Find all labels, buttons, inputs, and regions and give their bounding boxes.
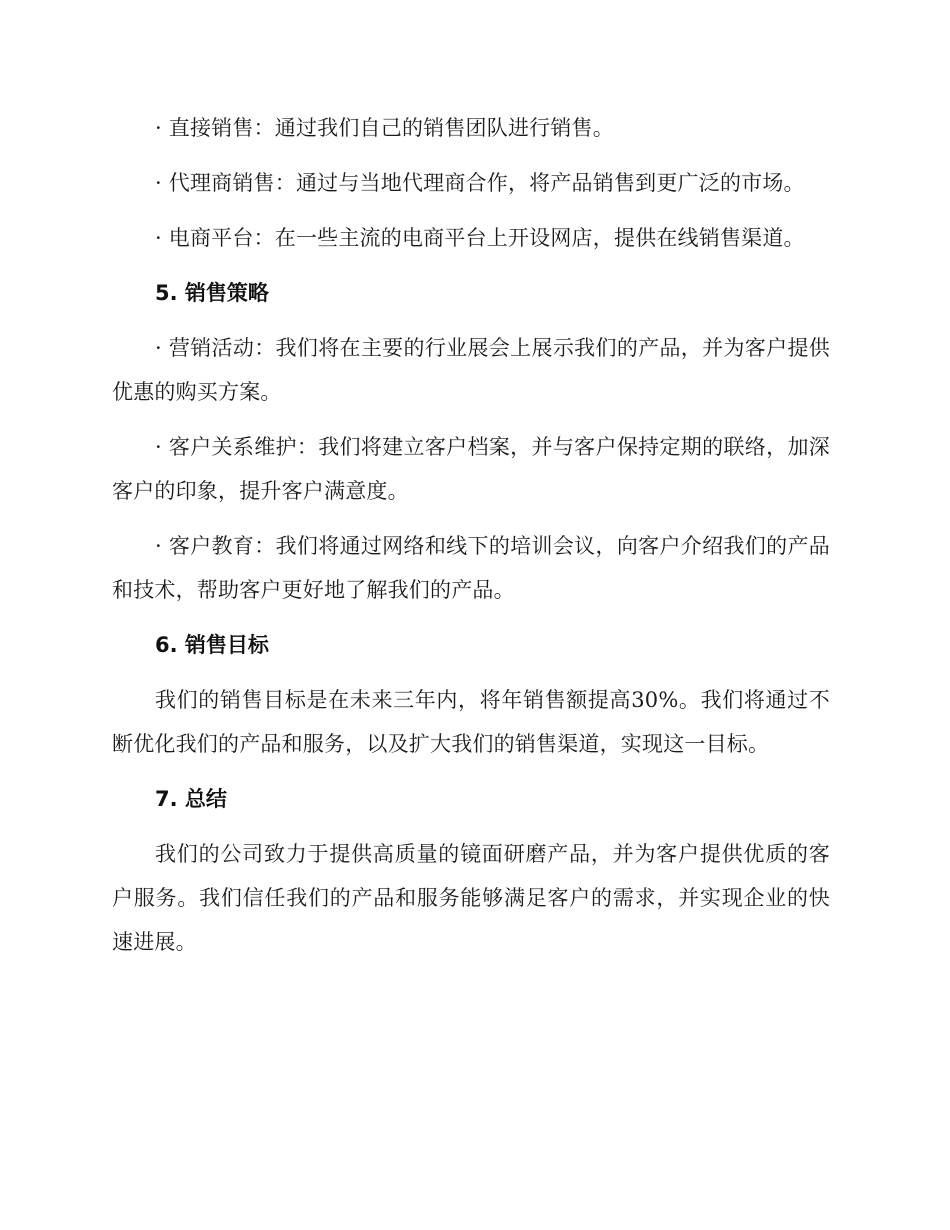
- section-heading-summary: 7. 总结: [155, 787, 227, 811]
- sales-target-body: 我们的销售目标是在未来三年内，将年销售额提高30%。我们将通过不断优化我们的产品和服务，以及扩大我们的销售渠道，实现这一目标。: [112, 688, 830, 756]
- channel-agent-sales: · 代理商销售：通过与当地代理商合作，将产品销售到更广泛的市场。: [155, 171, 805, 195]
- document-page: [112, 106, 830, 964]
- strategy-customer-education: · 客户教育：我们将通过网络和线下的培训会议，向客户介绍我们的产品和技术，帮助客户更好地了解我们的产品。: [112, 534, 830, 602]
- summary-body: 我们的公司致力于提供高质量的镜面研磨产品，并为客户提供优质的客户服务。我们信任我们的产品和服务能够满足客户的需求，并实现企业的快速进展。: [112, 842, 830, 954]
- channel-direct-sales: · 直接销售：通过我们自己的销售团队进行销售。: [155, 116, 614, 140]
- section-heading-sales-strategy: 5. 销售策略: [155, 281, 269, 305]
- channel-ecommerce: · 电商平台：在一些主流的电商平台上开设网店，提供在线销售渠道。: [155, 226, 805, 250]
- strategy-customer-relations: · 客户关系维护：我们将建立客户档案，并与客户保持定期的联络，加深客户的印象，提升客户满意度。: [112, 435, 830, 503]
- strategy-marketing: · 营销活动：我们将在主要的行业展会上展示我们的产品，并为客户提供优惠的购买方案。: [112, 336, 830, 404]
- section-heading-sales-target: 6. 销售目标: [155, 633, 269, 657]
